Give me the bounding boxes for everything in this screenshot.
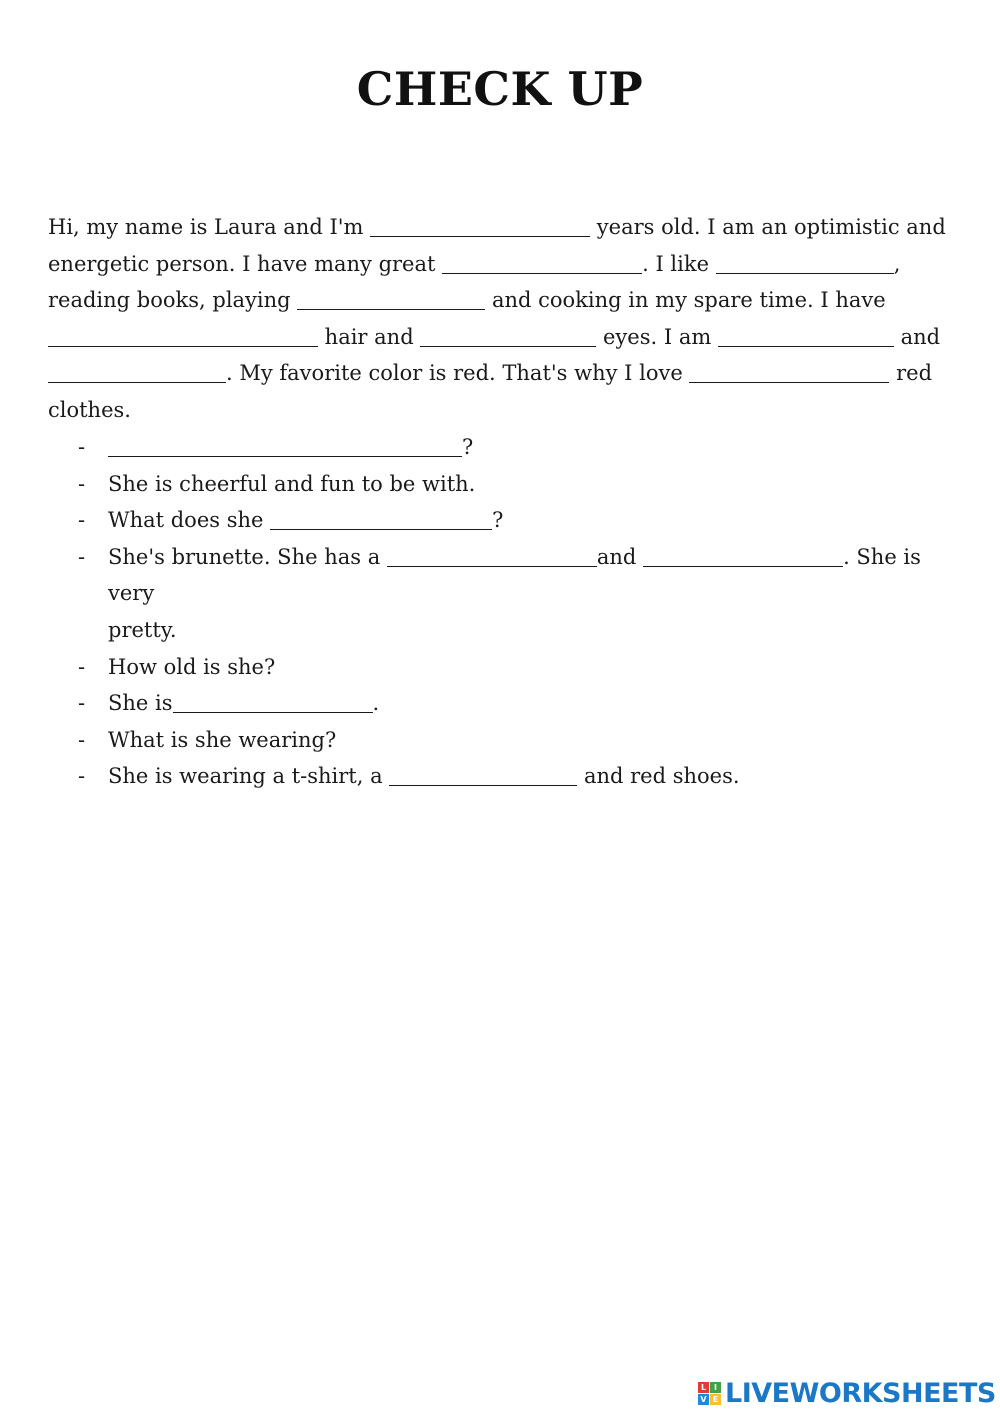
paragraph-line-3 [48, 282, 958, 319]
paragraph-line-5 [48, 355, 958, 392]
wearing-blank[interactable] [689, 360, 889, 383]
age-blank[interactable] [370, 214, 590, 237]
dialogue-text: pretty. [108, 617, 177, 642]
dash-marker: - [78, 435, 86, 459]
dialogue-text: She is cheerful and fun to be with. [108, 471, 476, 496]
dash-marker: - [78, 764, 86, 789]
paragraph-line-6 [48, 392, 958, 429]
dash-marker: - [78, 727, 86, 752]
paragraph-line-4 [48, 319, 958, 356]
liveworksheets-logo [698, 1378, 996, 1409]
dialogue-text: . She is very [108, 544, 921, 606]
age-answer-blank[interactable] [173, 690, 373, 713]
paragraph-text: clothes. [48, 397, 131, 422]
dialogue-text: She is [108, 691, 173, 716]
logo-mark-icon [698, 1382, 721, 1405]
like-blank[interactable] [716, 251, 894, 274]
build-blank[interactable] [48, 360, 226, 383]
dash-marker: - [78, 471, 86, 496]
paragraph-text: eyes. I am [596, 324, 718, 349]
playing-blank[interactable] [297, 287, 485, 310]
dialogue-item [48, 649, 968, 686]
dialogue-item [48, 466, 968, 503]
dialogue-text: . [372, 691, 380, 716]
dialogue-text: She's brunette. She has a [108, 544, 387, 569]
dialogue-text: What does she [108, 508, 271, 533]
logo-cell: V [698, 1394, 709, 1405]
paragraph-text: and [893, 324, 941, 349]
dash-marker: - [78, 691, 86, 716]
paragraph-text: reading books, playing [48, 288, 298, 313]
dialogue-text: and [596, 544, 644, 569]
paragraph-text: Hi, my name is Laura and I'm [48, 215, 371, 239]
dash-marker: - [78, 508, 86, 533]
dialogue-item [48, 685, 968, 722]
paragraph-text: . I like [642, 251, 716, 276]
feature-blank-1[interactable] [387, 544, 597, 567]
dialogue-text: How old is she? [108, 654, 276, 679]
logo-text: LIVEWORKSHEETS [725, 1378, 996, 1409]
dialogue-item [48, 758, 968, 795]
paragraph-text: and cooking in my spare time. I have [485, 288, 886, 313]
clothing-blank[interactable] [389, 763, 577, 786]
dash-marker: - [78, 654, 86, 679]
dialogue-item [48, 539, 968, 649]
hair-blank[interactable] [48, 324, 318, 347]
paragraph-text: . My favorite color is red. That's why I love [226, 361, 690, 386]
dialogue-text: She is wearing a t-shirt, a [108, 764, 390, 789]
paragraph-text: red [889, 361, 933, 386]
dialogue-item [48, 502, 968, 539]
dialogue-text: What is she wearing? [108, 727, 337, 752]
dialogue-list [48, 429, 968, 795]
paragraph-text: , [893, 251, 901, 276]
look-like-blank[interactable] [270, 507, 492, 530]
logo-cell: E [710, 1394, 721, 1405]
question-blank[interactable] [108, 434, 462, 457]
paragraph-text: years old. I am an optimistic and [590, 215, 946, 239]
dash-marker: - [78, 544, 86, 569]
paragraph-line-2 [48, 246, 958, 283]
logo-cell: L [698, 1382, 709, 1393]
height-blank[interactable] [718, 324, 894, 347]
friends-blank[interactable] [442, 251, 642, 274]
dialogue-text: ? [492, 508, 504, 533]
eyes-blank[interactable] [420, 324, 596, 347]
paragraph-text: energetic person. I have many great [48, 251, 443, 276]
logo-cell: I [710, 1382, 721, 1393]
page-title: CHECK UP [356, 62, 644, 116]
intro-paragraph [48, 209, 958, 429]
paragraph-text: hair and [318, 324, 421, 349]
dialogue-text: ? [462, 435, 474, 459]
dialogue-item [48, 429, 968, 466]
paragraph-line-1 [48, 209, 958, 246]
dialogue-item [48, 722, 968, 759]
feature-blank-2[interactable] [643, 544, 843, 567]
dialogue-text: and red shoes. [577, 764, 740, 789]
